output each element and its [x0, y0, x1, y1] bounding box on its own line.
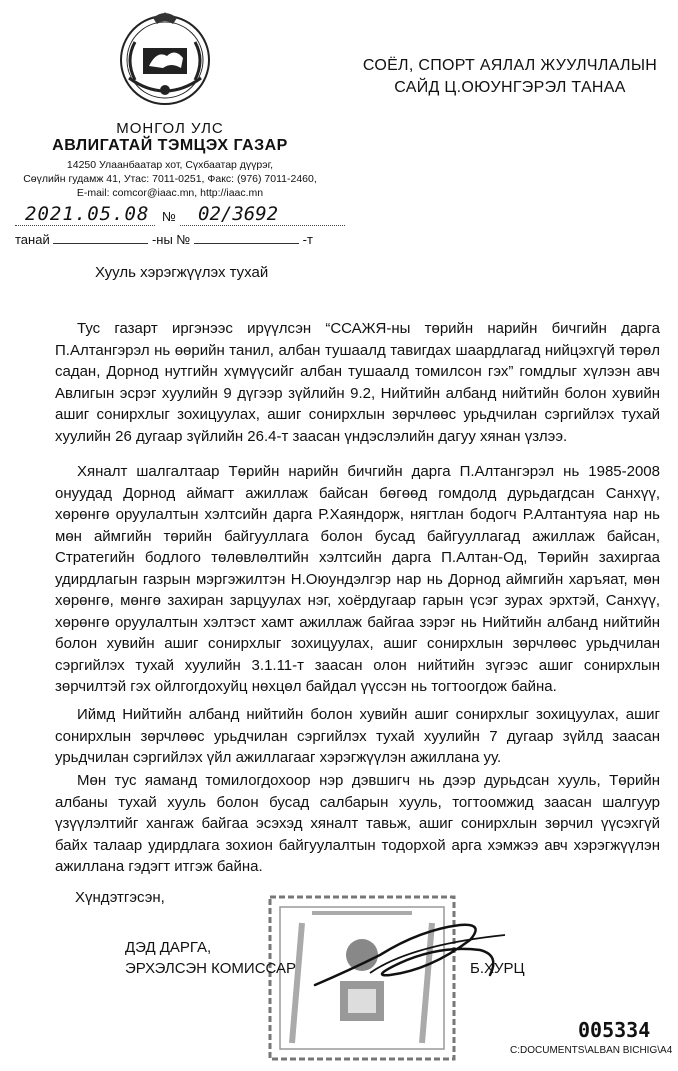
org-address-line2: Сөүлийн гудамж 41, Утас: 7011-0251, Факс: (976) 7011-2460, — [23, 173, 317, 185]
org-name: АВЛИГАТАЙ ТЭМЦЭХ ГАЗАР — [52, 137, 288, 154]
recipient-line2: САЙД Ц.ОЮУНГЭРЭЛ ТАНАА — [394, 79, 626, 96]
tanai-label: танай — [15, 232, 50, 247]
body-paragraph-4: Мөн тус яаманд томилогдохоор нэр дэвшигч нь дээр дурьдсан хууль, Төрийн албаны тухай хууль болон бусад салбарын хууль, тогтоомжид заасан шалгуур үзүүлэлтийг хангаж байгаа эсэхэд хяналт тавьж, ашиг сонирхлын зөрчил үүсэхгүй байх талаар удирдлага зохион байгуулалтын тодорхой арга хэмжээ авч хэрэгжүүлэн ажиллана гэдэгт итгэж байна. — [55, 772, 660, 875]
reference-date-number — [15, 203, 345, 229]
closing-regards: Хүндэтгэсэн, — [75, 889, 165, 906]
letter-date: 2021.05.08 — [25, 203, 150, 225]
letter-subject: Хууль хэрэгжүүлэх тухай — [95, 264, 269, 281]
signer-title-1: ДЭД ДАРГА, — [125, 939, 212, 956]
signer-name: Б.ХУРЦ — [470, 960, 525, 977]
state-emblem-icon — [115, 8, 215, 108]
number-label: № — [162, 209, 176, 224]
org-contact-line: E-mail: comcor@iaac.mn, http://iaac.mn — [76, 187, 264, 199]
signer-title-2: ЭРХЭЛСЭН КОМИССАР — [125, 960, 297, 977]
t-suffix: -т — [302, 232, 313, 247]
file-path: C:DOCUMENTS\ALBAN BICHIG\A4 — [510, 1045, 673, 1056]
org-country: МОНГОЛ УЛС — [116, 120, 224, 137]
reply-reference-line — [15, 232, 345, 247]
body-paragraph-3: Иймд Нийтийн албанд нийтийн болон хувийн ашиг сонирхлыг зохицуулах, ашиг сонирхлын зөрчлөөс урьдчилан сэргийлэх тухай хуулийн 7 дугаар зүйлд заасан урьдчилан сэргийлэх үйл ажиллагааг хэрэгжүүлэн ажиллана уу. — [55, 706, 660, 766]
recipient-line1: СОЁЛ, СПОРТ АЯЛАЛ ЖУУЛЧЛАЛЫН — [362, 57, 658, 74]
body-paragraph-1: Тус газарт иргэнээс ирүүлсэн “ССАЖЯ-ны төрийн нарийн бичгийн дарга П.Алтангэрэл нь өөрийн танил, албан тушаалд тавигдах шаардлагад нийцэхгүй төрөл садан, Дорнод нутгийн хүмүүсийг албан тушаалд томилсон гэх” гомдлыг хүлээн авч Авлигын эсрэг хуулийн 9 дүгээр зүйлийн 9.2, Нийтийн албанд нийтийн болон хувийн ашиг сонирхлыг зохицуулах, ашиг сонирхлын зөрчлөөс урьдчилан сэргийлэх тухай хуулийн 26 дугаар зүйлийн 26.4-т заасан үндэслэлийн дагуу хянан үзлээ. — [55, 320, 660, 445]
letter-number: 02/3692 — [198, 203, 279, 225]
body-paragraph-2: Хяналт шалгалтаар Төрийн нарийн бичгийн дарга П.Алтангэрэл нь 1985-2008 онуудад Дорнод аймагт ажиллаж байсан бөгөөд гомдолд дурьдагдсан Санхүү, хөрөнгө оруулалтын хэлтсийн дарга Р.Хаяндорж, нягтлан бодогч Р.Алтантуяа нар нь мөн аймгийн төрийн байгууллага болон бусад байгууллагад ажиллаж байсан, Стратегийн бодлого төлөвлөлтийн хэлтсийн дарга П.Алтан-Од, Төрийн захиргаа удирдлагын газрын мэргэжилтэн Н.Оюундэлгэр нар нь Дорнод аймгийн харъяат, мөн хөрөнгө, мөнгө захиран зарцуулах нэг, хоёрдугаар гарын үсэг зурах эрхтэй, Санхүү, хөрөнгө оруулалтын хэлтэст хамт ажиллаж байгаа зэрэг нь Нийтийн албанд нийтийн болон хувийн ашиг сонирхлыг зохицуулах, ашиг сонирхлын зөрчлөөс урьдчилан сэргийлэх тухай хуулийн 3.1.11-т заасан олон нийтийн зүгээс ашиг сонирхлын зөрчилтэй гэх ойлгогдохуйц нөхцөл байдал үүссэн нь тогтоогдож байна. — [55, 463, 660, 695]
serial-number: 005334 — [578, 1018, 651, 1042]
org-address-line1: 14250 Улаанбаатар хот, Сүхбаатар дүүрэг, — [66, 159, 274, 171]
ny-no-label: -ны № — [151, 232, 191, 247]
